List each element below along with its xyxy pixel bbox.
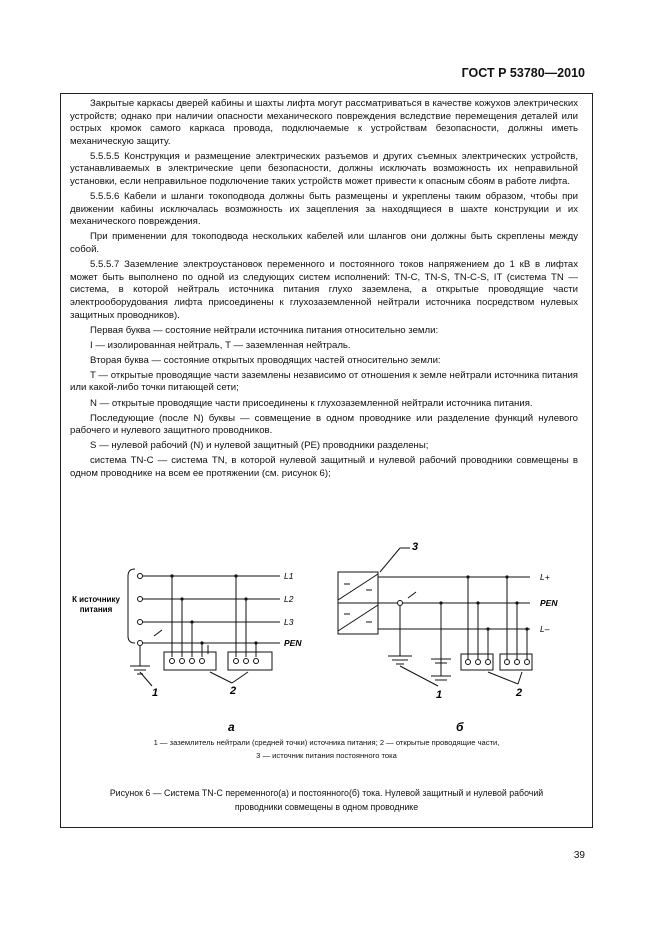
tn-c-diagram (60, 526, 593, 766)
paragraph: 5.5.5.7 Заземление электроустановок переменного и постоянного токов напряжением до 1 кВ в лифтах может быть выполнено по одной из следующих систем исполнений: TN-C, TN-S, TN-C-S, IT (система TN — система, в которой нейтраль источника питания глухо заземлена, а открытые проводящие части электрооборудования лифта присоединены к глухозаземленной нейтрали источника посредством нулевых защитных проводников). (70, 259, 578, 321)
label-l-minus: L– (540, 624, 550, 634)
source-label: питания (79, 605, 113, 614)
sublabel-b: б (456, 720, 464, 734)
paragraph: S — нулевой рабочий (N) и нулевой защитный (PE) проводники разделены; (90, 440, 429, 452)
label-l3: L3 (284, 617, 294, 627)
sublabel-a: а (228, 720, 235, 734)
body-text (70, 98, 578, 483)
legend-line: 1 — заземлитель нейтрали (средней точки) источника питания; 2 — открытые проводящие части, (153, 738, 500, 747)
paragraph: T — открытые проводящие части заземлены независимо от отношения к земле нейтрали источника питания или какой-либо точки питающей сети; (70, 369, 578, 394)
paragraph: Вторая буква — состояние открытых проводящих частей относительно земли: (90, 354, 441, 366)
label-pen: PEN (540, 598, 558, 608)
document-header: ГОСТ Р 53780—2010 (461, 66, 585, 80)
label-pen: PEN (284, 638, 302, 648)
figure-legend (70, 737, 583, 762)
label-l1: L1 (284, 571, 294, 581)
paragraph: 5.5.5.5 Конструкция и размещение электрических разъемов и других съемных электрических устройств, устанавливаемых в электрические цепи безопасности, должны исключать возможность их неправильной установки, если неправильное подключение таких устройств может привести к опасным сбоям в работе лифта. (70, 150, 578, 188)
callout-1: 1 (436, 689, 443, 701)
caption-line: Рисунок 6 — Система TN-C переменного(а) и постоянного(б) тока. Нулевой защитный и нулевой рабочий (109, 788, 544, 798)
legend-line: 3 — источник питания постоянного тока (256, 750, 397, 760)
paragraph: N — открытые проводящие части присоединены к глухозаземленной нейтрали источника питания. (90, 397, 533, 409)
caption-line: проводники совмещены в одном проводнике (234, 802, 419, 812)
paragraph: I — изолированная нейтраль, T — заземленная нейтраль. (90, 339, 351, 351)
source-label: К источнику (72, 595, 120, 604)
label-l2: L2 (284, 594, 294, 604)
callout-3: 3 (412, 541, 419, 553)
callout-2: 2 (516, 687, 523, 699)
paragraph: система TN-C — система TN, в которой нулевой защитный и нулевой рабочий проводники совмещены в одном проводнике на всем ее протяжении (см. рисунок 6); (70, 455, 578, 480)
figure-caption (70, 786, 583, 814)
label-l-plus: L+ (540, 572, 550, 582)
page-number: 39 (573, 850, 585, 861)
paragraph: При применении для токоподвода нескольких кабелей или шлангов они должны быть скреплены между собой. (70, 231, 578, 256)
callout-1: 1 (152, 687, 159, 699)
paragraph: Закрытые каркасы дверей кабины и шахты лифта могут рассматриваться в качестве кожухов электрических устройств; однако при наличии опасности механического повреждения вследствие перемещения деталей или острых кромок самого каркаса провода, подключаемые к устройствам безопасности, должны иметь механическую защиту. (70, 98, 578, 147)
paragraph: Первая буква — состояние нейтрали источника питания относительно земли: (90, 324, 439, 336)
callout-2: 2 (230, 685, 237, 697)
paragraph: 5.5.5.6 Кабели и шланги токоподвода должны быть размещены и укреплены таким образом, чтобы при движении кабины исключалась возможность их зацепления за находящиеся в шахте конструкции и их механического повреждения. (70, 191, 578, 228)
paragraph: Последующие (после N) буквы — совмещение в одном проводнике или разделение функций нулевого рабочего и нулевого защитного проводников. (70, 412, 578, 437)
source-bracket (128, 569, 135, 643)
